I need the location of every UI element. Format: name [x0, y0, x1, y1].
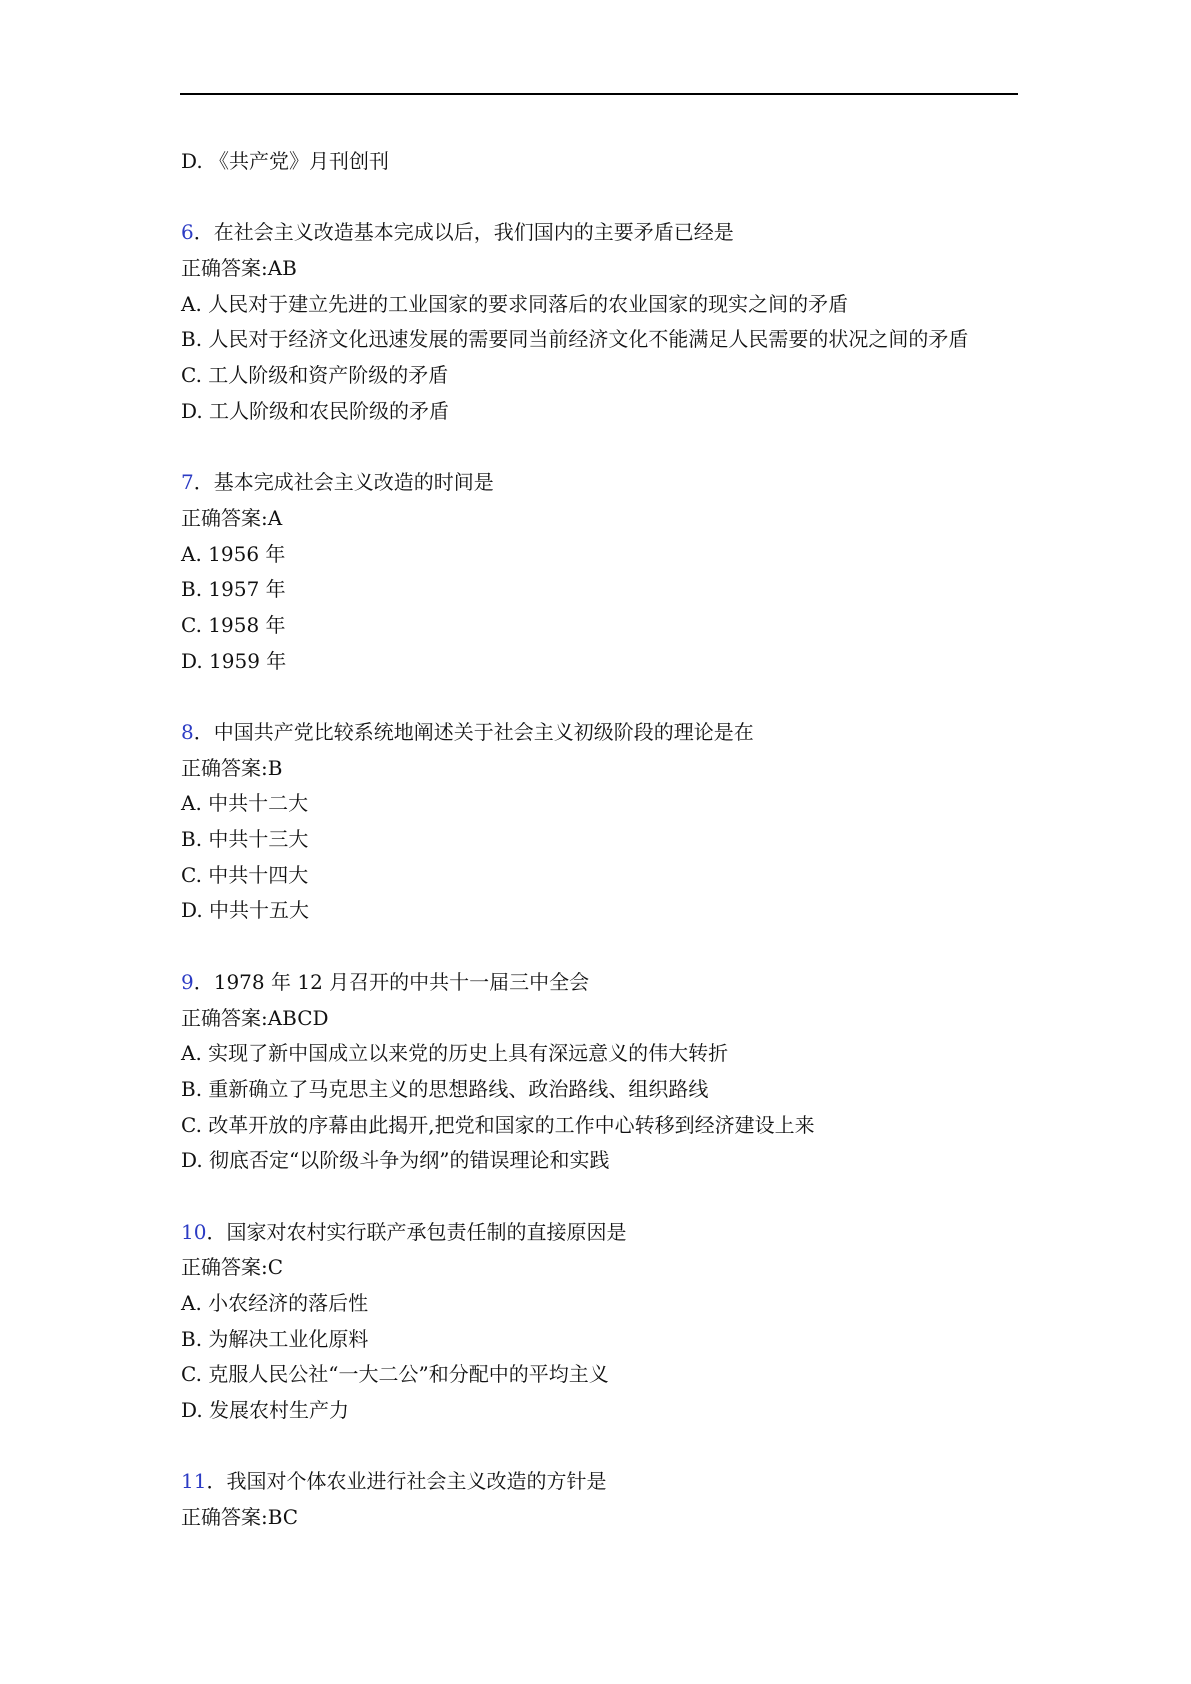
option-line: A. 人民对于建立先进的工业国家的要求同落后的农业国家的现实之间的矛盾: [181, 291, 849, 316]
question-number: 9: [181, 969, 194, 994]
question-number: 7: [181, 470, 194, 495]
option-line: C. 中共十四大: [181, 862, 309, 887]
answer-line: 正确答案:C: [181, 1255, 284, 1280]
question-separator: ．: [193, 470, 214, 495]
question-number: 11: [181, 1469, 207, 1494]
answer-line: 正确答案:ABCD: [181, 1005, 329, 1030]
answer-line: 正确答案:B: [181, 755, 283, 780]
question-block: [181, 465, 1041, 679]
option-line: B. 人民对于经济文化迅速发展的需要同当前经济文化不能满足人民需要的状况之间的矛盾: [181, 327, 969, 352]
question-text: 在社会主义改造基本完成以后，我们国内的主要矛盾已经是: [213, 220, 734, 245]
option-line: C. 1958 年: [181, 612, 286, 637]
question-line: [181, 715, 1041, 751]
header-rule: [180, 93, 1018, 95]
question-separator: ．: [206, 1469, 227, 1494]
question-line: [181, 465, 1041, 501]
question-line: [181, 965, 1041, 1001]
document-body: [181, 144, 1041, 1536]
question-separator: ．: [206, 1219, 227, 1244]
question-number: 10: [181, 1219, 207, 1244]
question-text: 基本完成社会主义改造的时间是: [213, 470, 494, 495]
option-line: B. 1957 年: [181, 577, 286, 602]
option-line: B. 重新确立了马克思主义的思想路线、政治路线、组织路线: [181, 1076, 709, 1101]
option-line: A. 中共十二大: [181, 791, 309, 816]
question-block: [181, 715, 1041, 929]
option-line: D. 中共十五大: [181, 898, 310, 923]
option-line: A. 实现了新中国成立以来党的历史上具有深远意义的伟大转折: [181, 1041, 729, 1066]
option-line: D. 1959 年: [181, 648, 287, 673]
answer-line: 正确答案:BC: [181, 1505, 299, 1530]
answer-line: 正确答案:A: [181, 505, 283, 530]
question-text: 中国共产党比较系统地阐述关于社会主义初级阶段的理论是在: [213, 720, 754, 744]
option-line: A. 小农经济的落后性: [181, 1291, 369, 1315]
question-line: [181, 1464, 1041, 1500]
question-block: [181, 965, 1041, 1179]
question-separator: ．: [193, 220, 214, 245]
question-block: [181, 215, 1041, 429]
question-block: [181, 1215, 1041, 1429]
question-separator: ．: [193, 720, 214, 744]
question-number: 8: [181, 720, 194, 744]
question-block: [181, 1464, 1041, 1535]
question-text: 我国对个体农业进行社会主义改造的方针是: [226, 1469, 607, 1494]
question-number: 6: [181, 220, 194, 245]
option-line: C. 工人阶级和资产阶级的矛盾: [181, 363, 449, 388]
option-line: A. 1956 年: [181, 541, 286, 566]
option-line: C. 克服人民公社“一大二公”和分配中的平均主义: [181, 1362, 609, 1387]
question-line: [181, 1215, 1041, 1251]
option-line: B. 中共十三大: [181, 827, 309, 852]
option-line: D. 彻底否定“以阶级斗争为纲”的错误理论和实践: [181, 1148, 610, 1173]
option-line: B. 为解决工业化原料: [181, 1326, 369, 1351]
question-text: 国家对农村实行联产承包责任制的直接原因是: [226, 1219, 627, 1244]
option-line: C. 改革开放的序幕由此揭开,把党和国家的工作中心转移到经济建设上来: [181, 1112, 815, 1137]
question-separator: ．: [193, 969, 214, 994]
question-line: [181, 215, 1041, 251]
option-line: D. 工人阶级和农民阶级的矛盾: [181, 398, 450, 423]
answer-line: 正确答案:AB: [181, 256, 297, 281]
option-line: D. 发展农村生产力: [181, 1398, 350, 1423]
option-line: D. 《共产党》月刊创刊: [181, 149, 390, 173]
question-text: 1978 年 12 月召开的中共十一届三中全会: [213, 969, 590, 994]
